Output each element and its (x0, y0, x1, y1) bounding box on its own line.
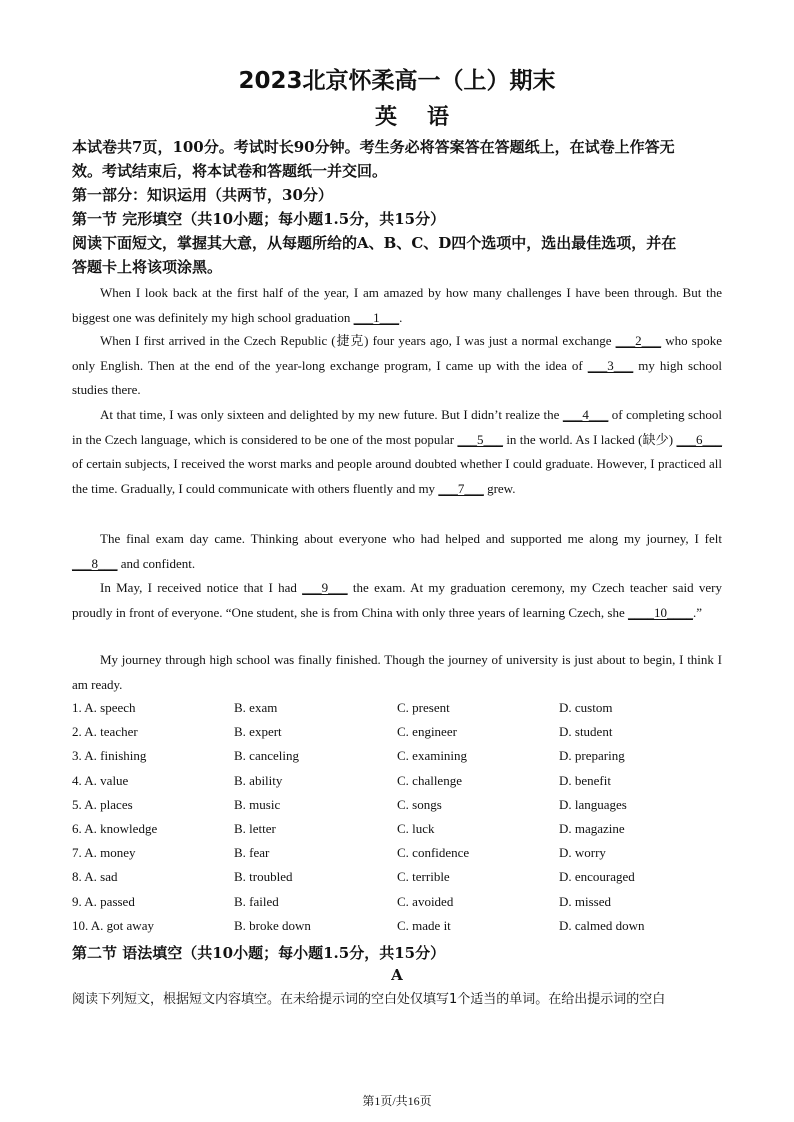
option-row (72, 819, 722, 843)
passage-paragraph-1: When I look back at the first half of the year, I am amazed by how many challenges I have been through. But the biggest one was definitely my high school graduation ___1___. (72, 285, 722, 325)
blank-10: ____10____ (627, 604, 693, 620)
option-a: 9. A. passed (72, 893, 135, 909)
page-title: 2023北京怀柔高一（上）期末 (238, 68, 556, 94)
passage-paragraph-6: My journey through high school was finally finished. Though the journey of university is just about to begin, I think I am ready. (72, 652, 722, 692)
option-row (72, 698, 722, 722)
passage-paragraph-2: When I first arrived in the Czech Republic (捷克) four years ago, I was just a normal exchange ___2___ who spoke only English. Then at the end of the year-long exchange program, I came up with the idea of ___3___ my high school studies there. (72, 333, 723, 397)
option-d: D. custom (559, 700, 613, 715)
option-c: C. examining (397, 748, 468, 764)
option-d: D. worry (559, 845, 606, 861)
option-d: D. student (559, 724, 613, 740)
option-d: D. preparing (559, 748, 625, 764)
subject-title: 英语 (374, 105, 479, 130)
option-c: C. songs (397, 796, 442, 812)
instruction-line-2: 效。考试结束后，将本试卷和答题纸一并交回。 (72, 162, 388, 180)
option-b: B. troubled (234, 869, 293, 885)
option-b: B. broke down (234, 917, 311, 933)
options-table (72, 698, 722, 940)
option-c: C. engineer (397, 724, 457, 740)
option-d: D. magazine (559, 820, 625, 836)
option-row (72, 867, 722, 891)
blank-7: ___7___ (438, 480, 484, 496)
option-c: C. avoided (397, 893, 454, 909)
option-row (72, 795, 722, 819)
option-a: 1. A. speech (72, 700, 136, 715)
option-c: C. present (397, 700, 450, 715)
blank-2: ___2___ (615, 333, 662, 348)
option-b: B. letter (234, 820, 276, 836)
option-d: D. languages (559, 796, 627, 812)
option-a: 3. A. finishing (72, 748, 147, 764)
option-c: C. confidence (397, 845, 470, 861)
option-row (72, 722, 722, 746)
option-b: B. music (234, 796, 281, 812)
option-b: B. fear (234, 845, 270, 861)
option-b: B. exam (234, 700, 278, 715)
instruction-line-1: 本试卷共7页，100分。考试时长90分钟。考生务必将答案答在答题纸上，在试卷上作答无 (72, 138, 675, 156)
option-d: D. encouraged (559, 869, 635, 885)
section-2-heading: 第二节 语法填空（共10小题；每小题1.5分，共15分） (72, 944, 446, 962)
option-d: D. missed (559, 893, 611, 909)
option-a: 5. A. places (72, 796, 133, 812)
option-c: C. terrible (397, 869, 450, 885)
option-row (72, 843, 722, 867)
option-row (72, 771, 722, 795)
option-b: B. ability (234, 772, 283, 788)
option-b: B. failed (234, 893, 279, 909)
option-d: D. benefit (559, 772, 611, 788)
page-footer: 第1页/共16页 (362, 1094, 432, 1108)
section-1-heading: 第一节 完形填空（共10小题；每小题1.5分，共15分） (72, 210, 446, 228)
option-row (72, 916, 722, 940)
option-a: 6. A. knowledge (72, 820, 158, 836)
option-a: 7. A. money (72, 845, 136, 861)
section-2-direction: 阅读下列短文，根据短文内容填空。在未给提示词的空白处仅填写1个适当的单词。在给出提示词的空白 (72, 992, 666, 1007)
option-a: 8. A. sad (72, 869, 118, 885)
option-row (72, 746, 722, 770)
option-c: C. made it (397, 917, 451, 933)
passage-paragraph-3: At that time, I was only sixteen and delighted by my new future. But I didn’t realize the ___4___ of completing school in the Czech language, which is considered to be one of the most popular ___5___ in the world. As I lacked (缺少) ___6___ of certain subjects, I received the worst marks and people around doubted whether I could graduate. However, I practiced all the time. Gradually, I could communicate with others fluently and my ___7___ grew. (72, 407, 722, 496)
direction-line-2: 答题卡上将该项涂黑。 (72, 258, 223, 276)
option-a: 2. A. teacher (72, 724, 138, 740)
passage-label: A (391, 966, 403, 984)
option-c: C. luck (397, 820, 435, 836)
blank-3: ___3___ (587, 357, 634, 373)
blank-8: ___8___ (72, 555, 118, 571)
option-c: C. challenge (397, 772, 462, 788)
passage-paragraph-5: In May, I received notice that I had ___9___ the exam. At my graduation ceremony, my Czech teacher said very proudly in front of everyone. “One student, she is from China with only three years of learning Czech, she ____10____.” (72, 580, 722, 620)
option-d: D. calmed down (559, 917, 645, 933)
blank-1: ___1___ (353, 309, 400, 325)
option-b: B. expert (234, 724, 282, 740)
blank-4: ___4___ (562, 407, 609, 422)
option-row (72, 892, 722, 916)
blank-6: ___6___ (676, 431, 722, 447)
blank-9: ___9___ (302, 580, 348, 595)
option-a: 10. A. got away (72, 917, 154, 933)
direction-line-1: 阅读下面短文，掌握其大意，从每题所给的A、B、C、D四个选项中，选出最佳选项，并在 (72, 234, 677, 252)
passage-paragraph-4: The final exam day came. Thinking about everyone who had helped and supported me along my journey, I felt ___8___ and confident. (72, 531, 722, 571)
blank-5: ___5___ (457, 431, 503, 447)
part-1-heading: 第一部分：知识运用（共两节，30分） (72, 186, 333, 204)
option-b: B. canceling (234, 748, 299, 764)
option-a: 4. A. value (72, 772, 129, 788)
